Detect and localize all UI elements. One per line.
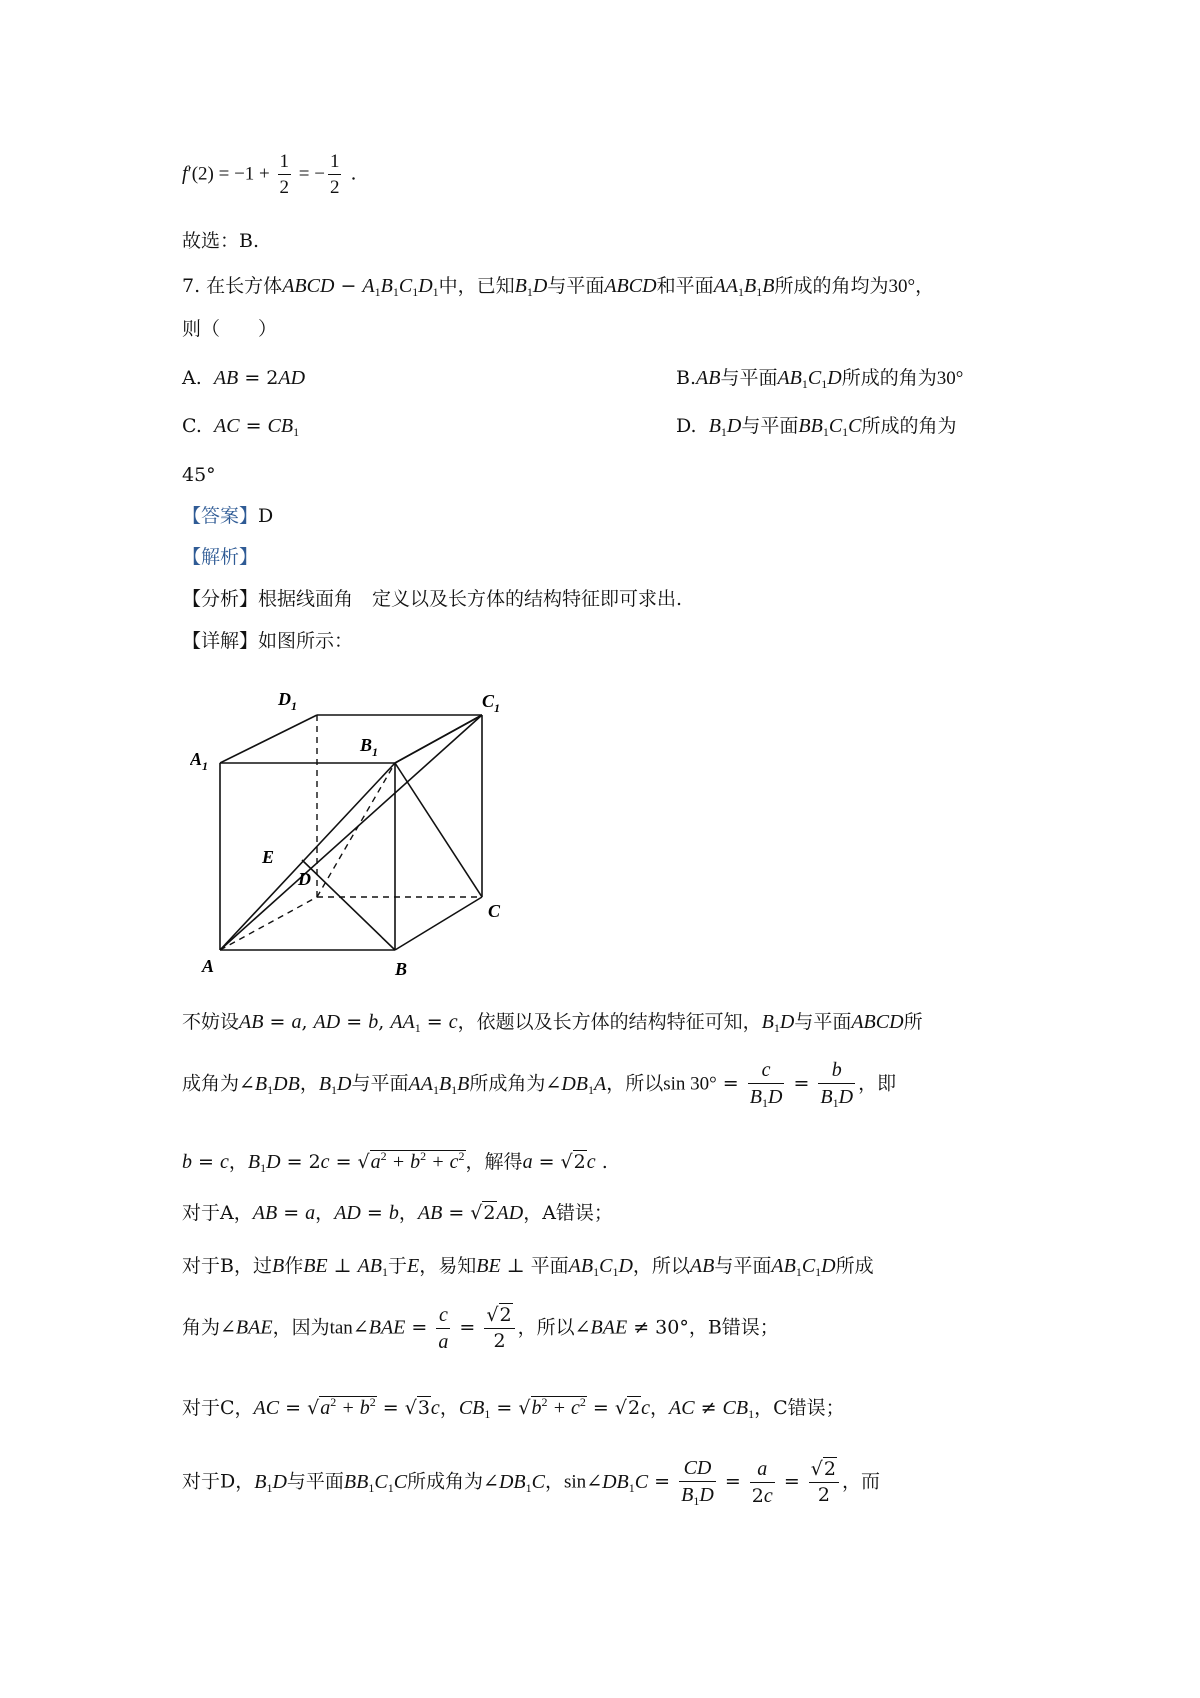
option-d: D. $B_1D$与平面$BB_1C_1C$所成的角为: [676, 415, 957, 439]
solution-pD: 对于D，$B_1D$与平面$BB_1C_1C$所成角为$\angle DB_1C$，$\sin\angle DB_1C$ = $\frac{CD}{B_1D}$ = $\frac{a}{2c}$ = $\frac{√2}{2}$ ，而: [182, 1457, 880, 1508]
question-number: 7.: [182, 275, 201, 297]
label-E: E: [262, 847, 275, 867]
label-B: B: [395, 959, 408, 979]
solution-pA: 对于A，AB = a，AD = b，AB = √2AD，A错误；: [182, 1202, 613, 1224]
option-c: C. AC = $CB_1$: [182, 415, 300, 439]
choice-line: 故选：B.: [182, 230, 260, 252]
cuboid-figure: [190, 685, 520, 985]
option-a: A. AB = 2AD: [182, 367, 306, 389]
fenxi-line: 【分析】根据线面角 定义以及长方体的结构特征即可求出.: [182, 588, 683, 610]
question-stem-2: 则（ ）: [182, 318, 278, 340]
solution-pC: 对于C，AC = $√a^2 + b^2 = √3c$，$CB_1 = √b^2 + c^2 = √2c$，AC ≠ $CB_1$，C错误；: [182, 1395, 845, 1421]
label-D: D: [298, 869, 311, 889]
question-stem: 7. 在长方体ABCD − $A_1B_1C_1D_1$中，已知$B_1D$与平面ABCD和平面$AA_1B_1B$所成的角均为30°，: [182, 275, 935, 299]
solution-p1b: 成角为$\angle B_1DB$，$B_1D$与平面$AA_1B_1B$所成角为$\angle DB_1A$，所以sin 30° = $\frac{c}{B_1D}$ = $\frac{b}{B_1D}$ ，即: [182, 1059, 897, 1110]
answer-label: 【答案】: [182, 505, 259, 527]
solution-p1c: b = c，$B_1D = 2c = √a^2 + b^2 + c^2$，解得a = √2c .: [182, 1149, 608, 1175]
option-b: B.AB与平面$AB_1C_1D$所成的角为30°: [676, 367, 964, 391]
answer-line: [182, 507, 273, 526]
label-A1: $A_1$: [190, 749, 209, 773]
label-D1: $D_1$: [278, 689, 297, 713]
analysis-label: 【解析】: [182, 546, 259, 568]
label-C1: $C_1$: [482, 691, 501, 715]
solution-pB2: 角为∠BAE，因为tan∠BAE = $\frac{c}{a}$ = $\frac{√2}{2}$ ，所以∠BAE ≠ 30°，B错误；: [182, 1304, 779, 1353]
label-C: C: [488, 901, 501, 921]
label-B1: $B_1$: [360, 735, 379, 759]
solution-pB1: 对于B，过B作BE ⊥ $AB_1$于E，易知BE ⊥ 平面$AB_1C_1D$，所以AB与平面$AB_1C_1D$所成: [182, 1255, 874, 1279]
solution-p1a: 不妨设AB = a, AD = b, $AA_1 = c$，依题以及长方体的结构特征可知，$B_1D$与平面ABCD所: [182, 1011, 923, 1035]
option-d-cont: 45°: [182, 464, 216, 486]
derivative-line: f′(2) = −1 + $\frac{1}{2}$ = − $\frac{1}{2}$ .: [182, 151, 357, 198]
label-A: A: [202, 956, 215, 976]
xiangjie-line: 【详解】如图所示：: [182, 630, 354, 652]
answer-value: D: [258, 505, 274, 527]
